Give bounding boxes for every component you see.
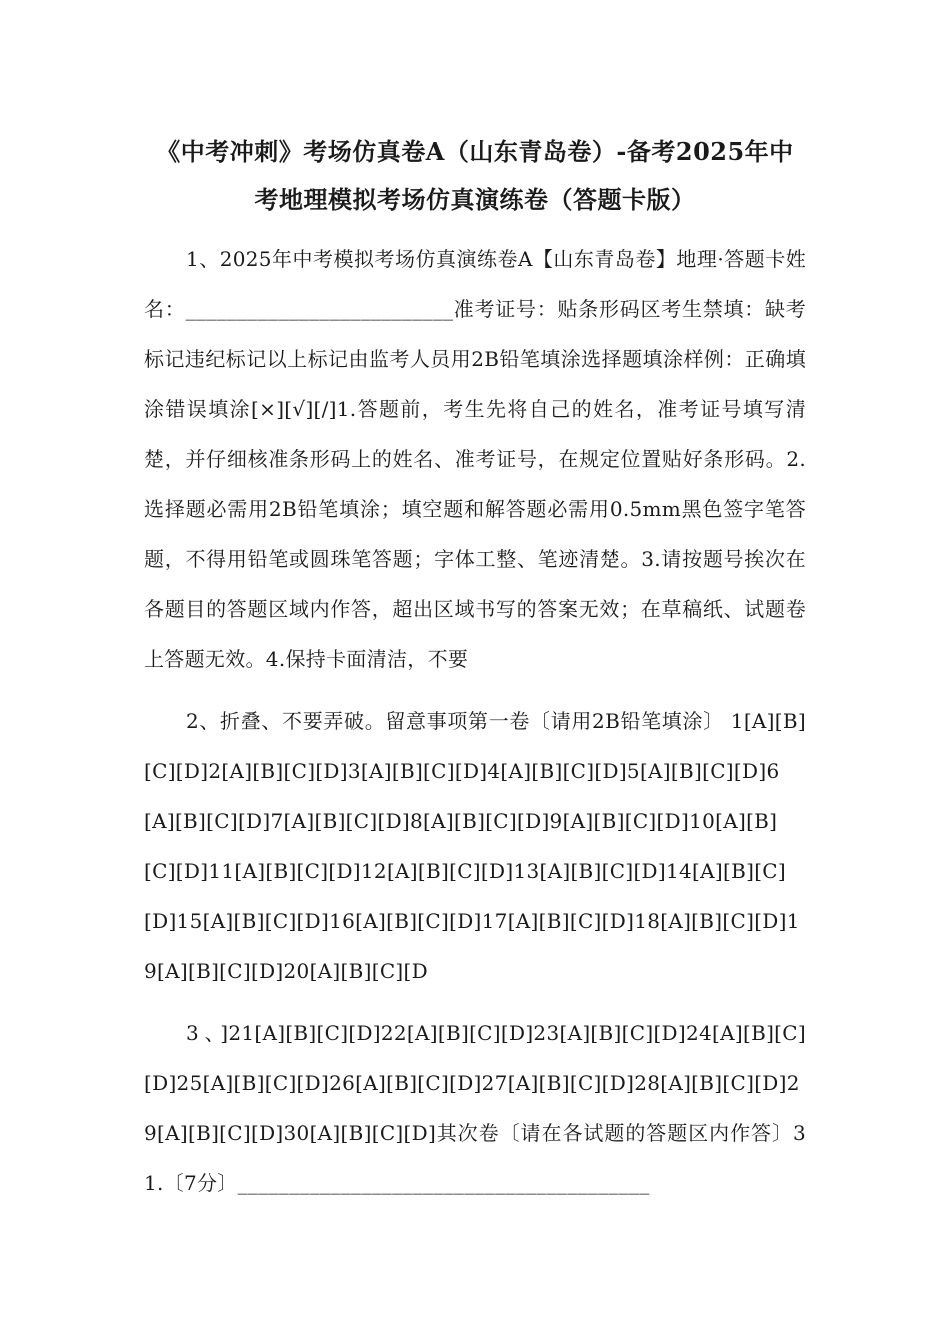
document-page [144, 128, 806, 1208]
paragraph-3: 3、]21[A][B][C][D]22[A][B][C][D]23[A][B][C][D]24[A][B][C][D]25[A][B][C][D]26[A][B][C][D]27[A][B][C][D]28[A][B][C][D]29[A][B][C][D]30[A][B][C][D]其次卷〔请在各试题的答题区内作答〕31.〔7分〕________________________________________ [144, 1021, 806, 1195]
title-line-2: 考地理模拟考场仿真演练卷（答题卡版） [254, 185, 696, 214]
paragraph-1: 1、2025年中考模拟考场仿真演练卷A【山东青岛卷】地理·答题卡姓名：__________________________准考证号：贴条形码区考生禁填：缺考标记违纪标记以上标记由监考人员用2B铅笔填涂选择题填涂样例：正确填涂错误填涂[×][√][/]1.答题前，考生先将自己的姓名，准考证号填写清楚，并仔细核准条形码上的姓名、准考证号，在规定位置贴好条形码。2.选择题必需用2B铅笔填涂；填空题和解答题必需用0.5mm黑色签字笔答题，不得用铅笔或圆珠笔答题；字体工整、笔迹清楚。3.请按题号挨次在各题目的答题区域内作答，超出区域书写的答案无效；在草稿纸、试题卷上答题无效。4.保持卡面清洁，不要 [144, 247, 806, 671]
title-line-1: 《中考冲刺》考场仿真卷A（山东青岛卷）-备考2025年中 [156, 137, 794, 166]
document-title [144, 128, 806, 224]
paragraph-2: 2、折叠、不要弄破。留意事项第一卷〔请用2B铅笔填涂〕 1[A][B][C][D]2[A][B][C][D]3[A][B][C][D]4[A][B][C][D]5[A][B][C][D]6[A][B][C][D]7[A][B][C][D]8[A][B][C][D]9[A][B][C][D]10[A][B][C][D]11[A][B][C][D]12[A][B][C][D]13[A][B][C][D]14[A][B][C][D]15[A][B][C][D]16[A][B][C][D]17[A][B][C][D]18[A][B][C][D]19[A][B][C][D]20[A][B][C][D [144, 709, 806, 983]
